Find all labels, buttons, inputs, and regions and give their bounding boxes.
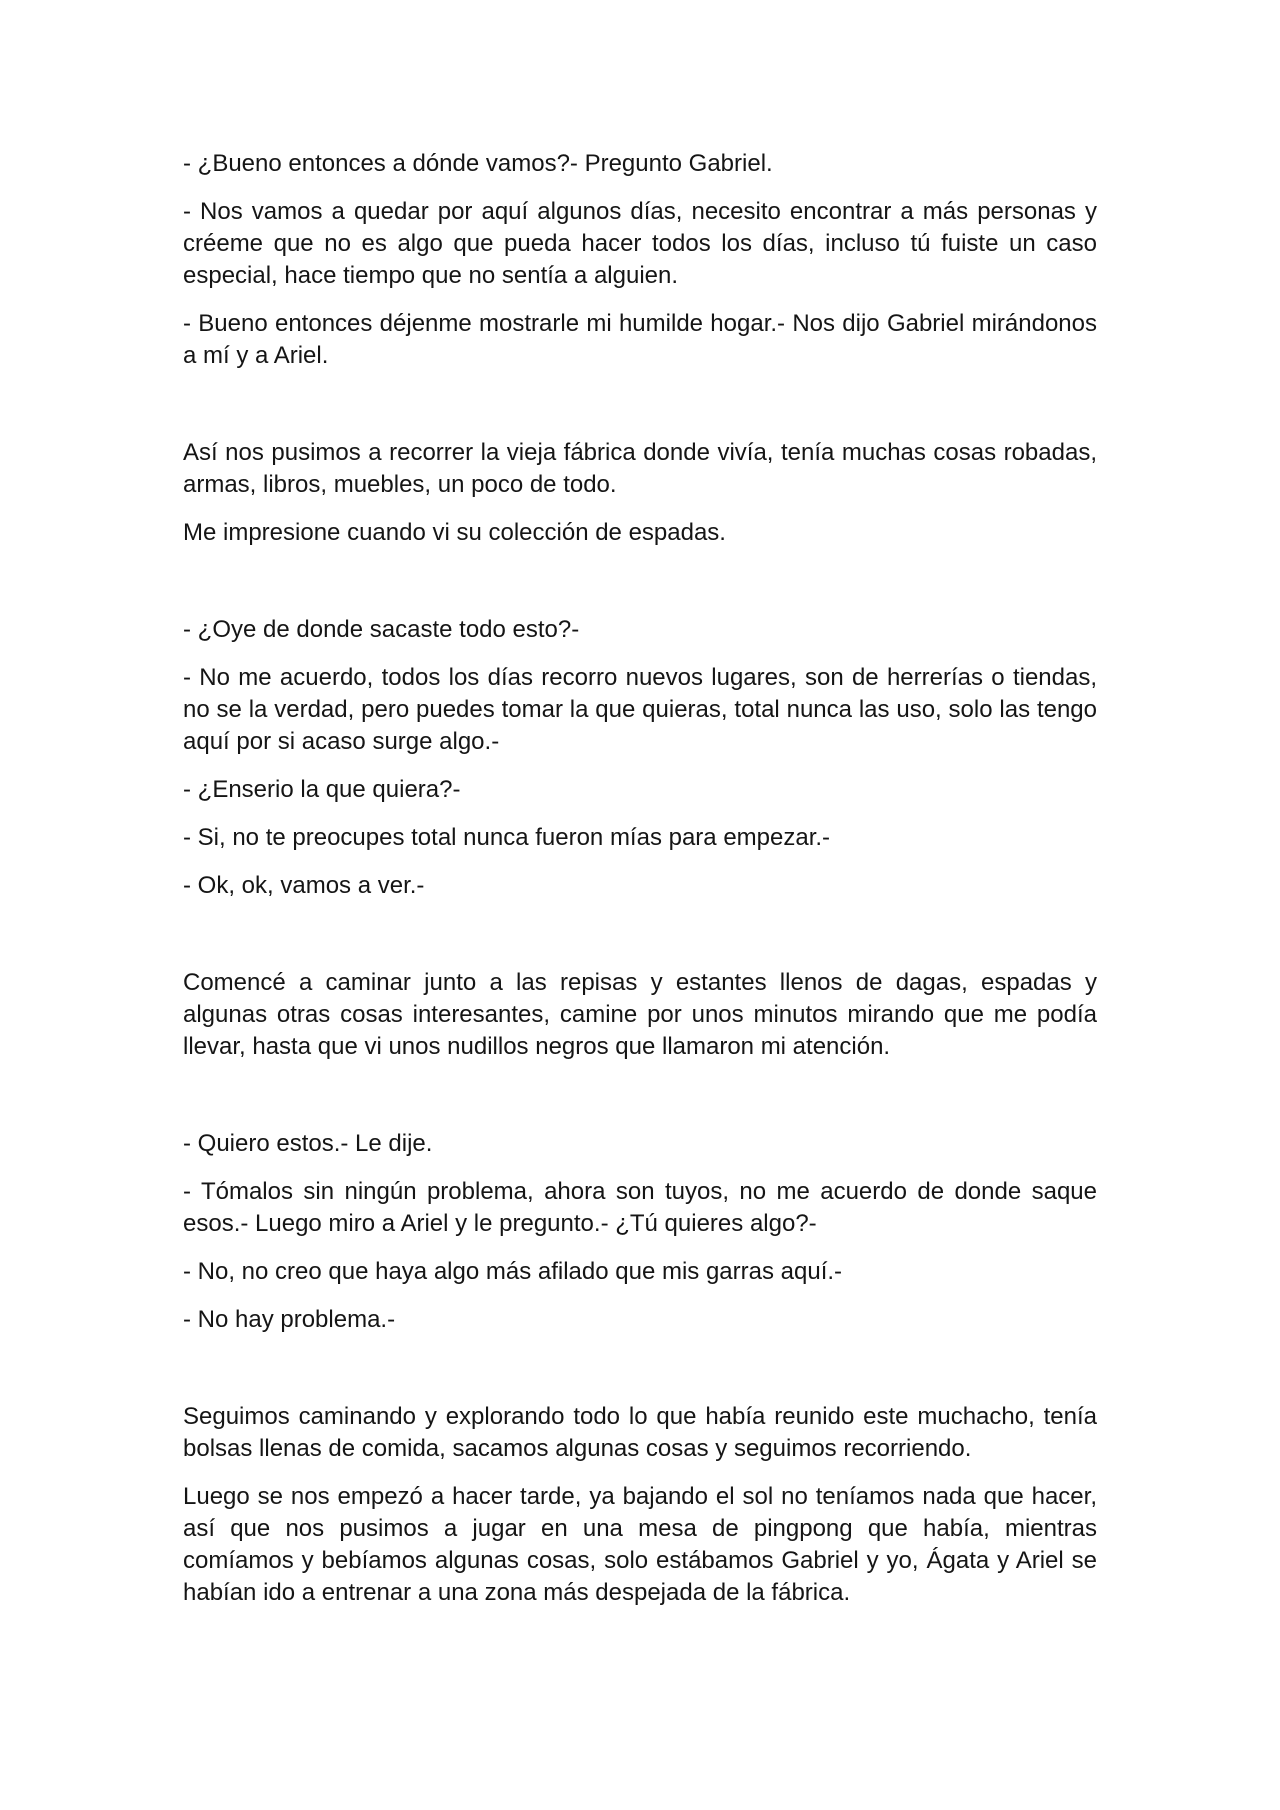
- paragraph-3: - Bueno entonces déjenme mostrarle mi humilde hogar.- Nos dijo Gabriel mirándonos a mí y a Ariel.: [183, 310, 1097, 369]
- paragraph-2: - Nos vamos a quedar por aquí algunos días, necesito encontrar a más personas y créeme que no es algo que pueda hacer todos los días, incluso tú fuiste un caso especial, hace tiempo que no sentía a alguien.: [183, 198, 1097, 289]
- document-page: [183, 148, 1097, 1609]
- paragraph-13: - Tómalos sin ningún problema, ahora son tuyos, no me acuerdo de donde saque esos.- Luego miro a Ariel y le pregunto.- ¿Tú quieres algo?-: [183, 1178, 1097, 1237]
- paragraph-6: - ¿Oye de donde sacaste todo esto?-: [183, 616, 580, 643]
- paragraph-16: Seguimos caminando y explorando todo lo que había reunido este muchacho, tenía bolsas llenas de comida, sacamos algunas cosas y seguimos recorriendo.: [183, 1403, 1097, 1462]
- paragraph-8: - ¿Enserio la que quiera?-: [183, 776, 461, 803]
- paragraph-7: - No me acuerdo, todos los días recorro nuevos lugares, son de herrerías o tiendas, no se la verdad, pero puedes tomar la que quieras, total nunca las uso, solo las tengo aquí por si acaso surge algo.-: [183, 664, 1097, 755]
- paragraph-9: - Si, no te preocupes total nunca fueron mías para empezar.-: [183, 824, 831, 851]
- paragraph-1: - ¿Bueno entonces a dónde vamos?- Pregunto Gabriel.: [183, 150, 773, 177]
- paragraph-17: Luego se nos empezó a hacer tarde, ya bajando el sol no teníamos nada que hacer, así que nos pusimos a jugar en una mesa de pingpong que había, mientras comíamos y bebíamos algunas cosas, solo estábamos Gabriel y yo, Ágata y Ariel se habían ido a entrenar a una zona más despejada de la fábrica.: [183, 1483, 1097, 1606]
- paragraph-14: - No, no creo que haya algo más afilado que mis garras aquí.-: [183, 1258, 843, 1285]
- paragraph-5: Me impresione cuando vi su colección de espadas.: [183, 519, 726, 546]
- paragraph-15: - No hay problema.-: [183, 1306, 396, 1333]
- paragraph-11: Comencé a caminar junto a las repisas y estantes llenos de dagas, espadas y algunas otras cosas interesantes, camine por unos minutos mirando que me podía llevar, hasta que vi unos nudillos negros que llamaron mi atención.: [183, 969, 1097, 1060]
- paragraph-10: - Ok, ok, vamos a ver.-: [183, 872, 425, 899]
- paragraph-12: - Quiero estos.- Le dije.: [183, 1130, 433, 1157]
- paragraph-4: Así nos pusimos a recorrer la vieja fábrica donde vivía, tenía muchas cosas robadas, armas, libros, muebles, un poco de todo.: [183, 439, 1097, 498]
